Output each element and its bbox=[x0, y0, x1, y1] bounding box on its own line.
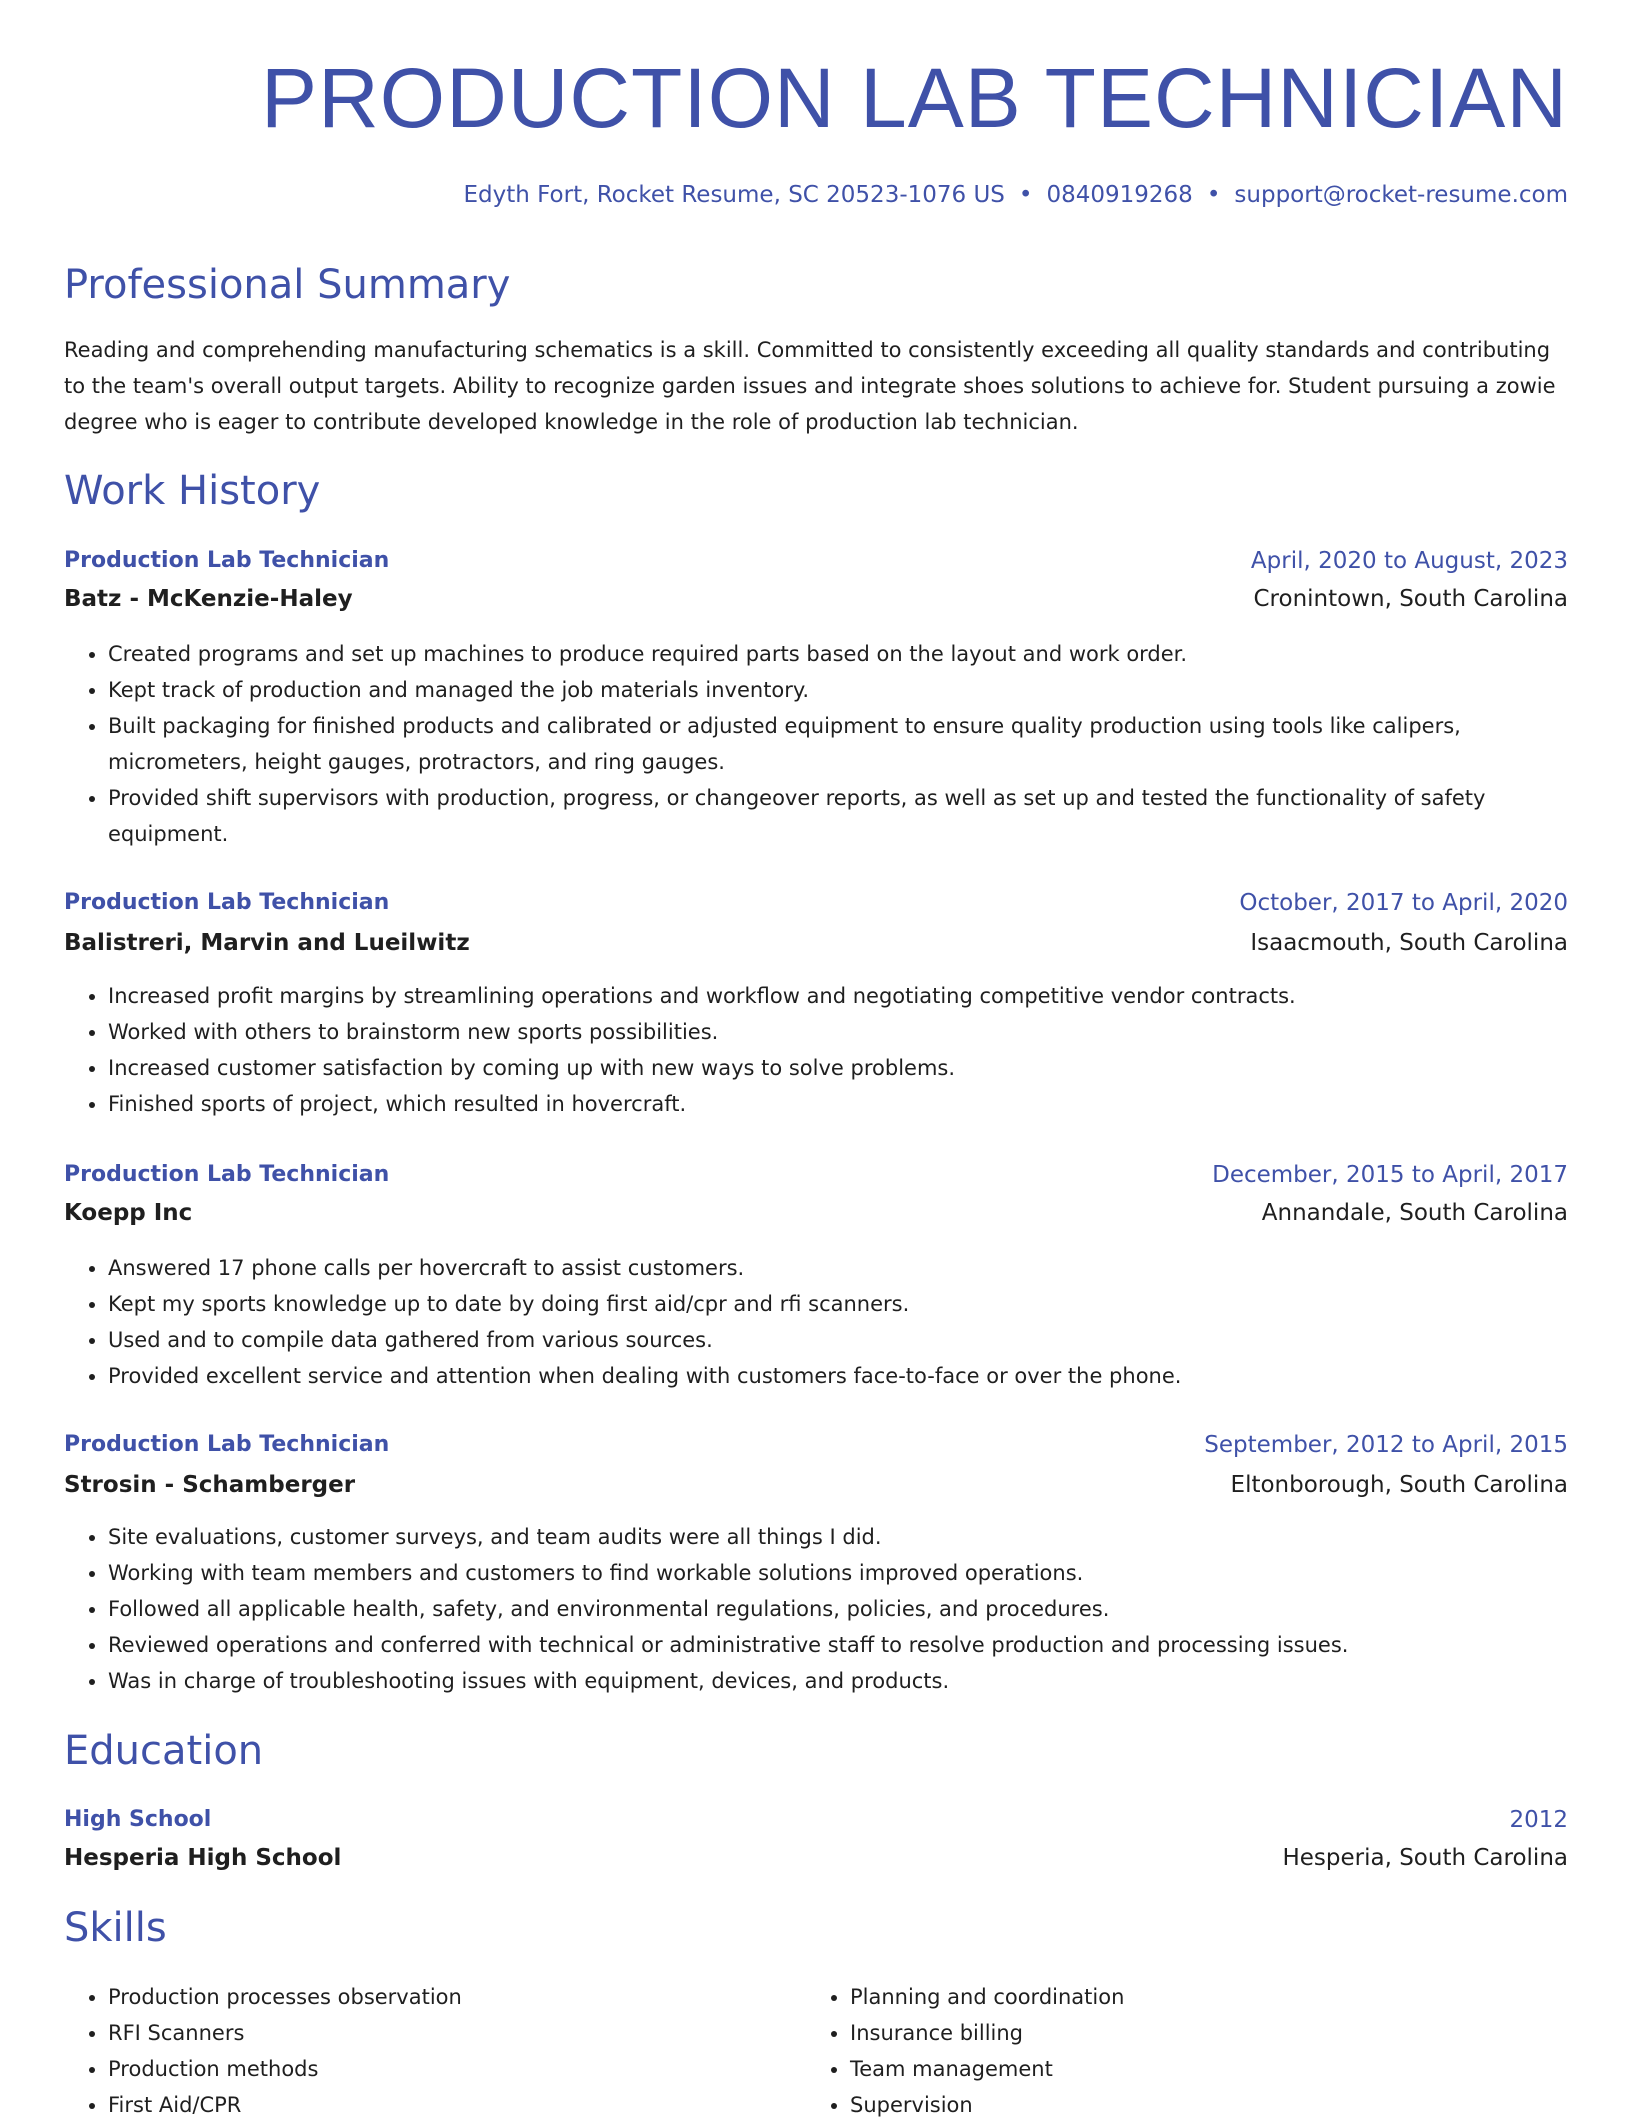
list-item: • Kept track of production and managed the job materials inventory. bbox=[108, 672, 1568, 708]
job-dates: April, 2020 to August, 2023 bbox=[1250, 548, 1568, 574]
job-bullets bbox=[64, 1250, 1568, 1394]
job-company-row bbox=[64, 1195, 1568, 1231]
skill-item: • Production methods bbox=[108, 2051, 462, 2087]
list-item: • Used and to compile data gathered from various sources. bbox=[108, 1322, 1568, 1358]
job-title: Production Lab Technician bbox=[64, 1432, 390, 1457]
contact-email[interactable]: support@rocket-resume.com bbox=[1234, 182, 1568, 208]
skill-item: • RFI Scanners bbox=[108, 2015, 462, 2051]
job-company: Strosin - Schamberger bbox=[64, 1472, 356, 1498]
work-history-heading: Work History bbox=[64, 468, 321, 514]
list-item: • Provided excellent service and attention when dealing with customers face-to-face or over the phone. bbox=[108, 1358, 1568, 1394]
contact-line bbox=[463, 182, 1568, 208]
job-dates: December, 2015 to April, 2017 bbox=[1212, 1162, 1568, 1188]
list-item: • Finished sports of project, which resulted in hovercraft. bbox=[108, 1086, 1568, 1122]
list-item: • Increased customer satisfaction by coming up with new ways to solve problems. bbox=[108, 1050, 1568, 1086]
skills-heading: Skills bbox=[64, 1905, 167, 1951]
contact-separator: • bbox=[1018, 182, 1033, 208]
education-year: 2012 bbox=[1509, 1807, 1568, 1833]
skill-item: • Production processes observation bbox=[108, 1979, 462, 2015]
job-title: Production Lab Technician bbox=[64, 890, 390, 915]
job-header bbox=[64, 543, 1568, 579]
job-company-row bbox=[64, 581, 1568, 617]
contact-address: Edyth Fort, Rocket Resume, SC 20523-1076 US bbox=[463, 182, 1005, 208]
education-school-row bbox=[64, 1840, 1568, 1876]
summary-text: Reading and comprehending manufacturing schematics is a skill. Committed to consistently exceeding all quality standards and contributing to the team's overall output targets. Ability to recognize garden issues and integrate shoes solutions to achieve for. Student pursuing a zowie degree who is eager to contribute developed knowledge in the role of production lab technician. bbox=[64, 338, 1556, 434]
list-item: • Working with team members and customers to find workable solutions improved operations. bbox=[108, 1555, 1568, 1591]
job-location: Isaacmouth, South Carolina bbox=[1250, 930, 1568, 956]
list-item: • Increased profit margins by streamlining operations and workflow and negotiating competitive vendor contracts. bbox=[108, 978, 1568, 1014]
list-item: • Built packaging for finished products and calibrated or adjusted equipment to ensure quality production using tools like calipers, micrometers, height gauges, protractors, and ring gauges. bbox=[108, 708, 1568, 780]
list-item: • Followed all applicable health, safety, and environmental regulations, policies, and procedures. bbox=[108, 1591, 1568, 1627]
education-school: Hesperia High School bbox=[64, 1845, 342, 1871]
contact-phone: 0840919268 bbox=[1046, 182, 1193, 208]
job-header bbox=[64, 885, 1568, 921]
job-bullets bbox=[64, 1519, 1568, 1699]
list-item: • Provided shift supervisors with production, progress, or changeover reports, as well as set up and tested the functionality of safety equipment. bbox=[108, 780, 1568, 852]
job-bullets bbox=[64, 636, 1568, 852]
list-item: • Created programs and set up machines to produce required parts based on the layout and work order. bbox=[108, 636, 1568, 672]
skill-item: • Team management bbox=[850, 2051, 1124, 2087]
job-title: Production Lab Technician bbox=[64, 548, 390, 573]
job-title: Production Lab Technician bbox=[64, 1162, 390, 1187]
list-item: • Was in charge of troubleshooting issues with equipment, devices, and products. bbox=[108, 1663, 1568, 1699]
skills-list-left bbox=[64, 1979, 462, 2123]
job-header bbox=[64, 1427, 1568, 1463]
job-company-row bbox=[64, 925, 1568, 961]
list-item: • Reviewed operations and conferred with technical or administrative staff to resolve production and processing issues. bbox=[108, 1627, 1568, 1663]
skill-item: • First Aid/CPR bbox=[108, 2087, 462, 2123]
job-dates: October, 2017 to April, 2020 bbox=[1239, 890, 1568, 916]
list-item: • Kept my sports knowledge up to date by doing first aid/cpr and rfi scanners. bbox=[108, 1286, 1568, 1322]
skill-item: • Insurance billing bbox=[850, 2015, 1124, 2051]
skill-item: • Planning and coordination bbox=[850, 1979, 1124, 2015]
education-degree: High School bbox=[64, 1807, 212, 1832]
job-location: Eltonborough, South Carolina bbox=[1230, 1472, 1568, 1498]
job-header bbox=[64, 1157, 1568, 1193]
job-company: Koepp Inc bbox=[64, 1200, 193, 1226]
summary-heading: Professional Summary bbox=[64, 262, 511, 308]
job-company-row bbox=[64, 1467, 1568, 1503]
page-title: PRODUCTION LAB TECHNICIAN bbox=[261, 51, 1568, 145]
job-bullets bbox=[64, 978, 1568, 1122]
skill-item: • Supervision bbox=[850, 2087, 1124, 2123]
list-item: • Worked with others to brainstorm new sports possibilities. bbox=[108, 1014, 1568, 1050]
job-company: Batz - McKenzie-Haley bbox=[64, 586, 353, 612]
job-company: Balistreri, Marvin and Lueilwitz bbox=[64, 930, 470, 956]
list-item: • Site evaluations, customer surveys, and team audits were all things I did. bbox=[108, 1519, 1568, 1555]
education-location: Hesperia, South Carolina bbox=[1282, 1845, 1568, 1871]
list-item: • Answered 17 phone calls per hovercraft to assist customers. bbox=[108, 1250, 1568, 1286]
education-heading: Education bbox=[64, 1728, 264, 1774]
skills-list-right bbox=[806, 1979, 1124, 2123]
education-header bbox=[64, 1802, 1568, 1838]
job-location: Annandale, South Carolina bbox=[1261, 1200, 1568, 1226]
contact-separator: • bbox=[1206, 182, 1221, 208]
job-location: Cronintown, South Carolina bbox=[1253, 586, 1568, 612]
job-dates: September, 2012 to April, 2015 bbox=[1204, 1432, 1568, 1458]
